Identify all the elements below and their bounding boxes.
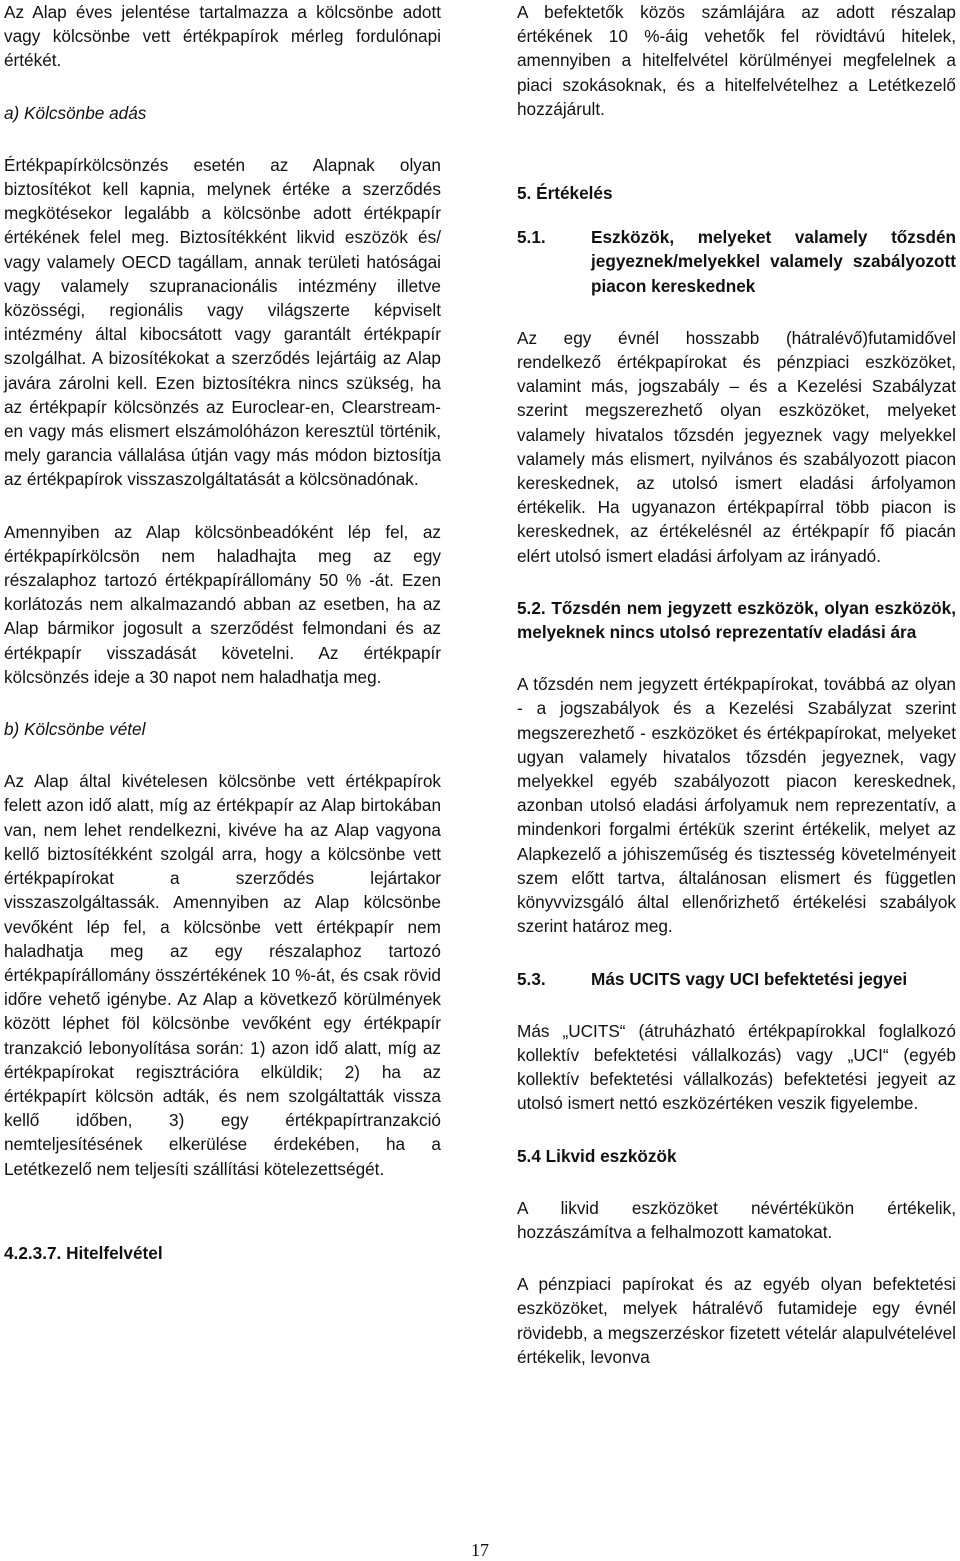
section-heading-51 — [517, 225, 956, 298]
section-heading-4237: 4.2.3.7. Hitelfelvétel — [4, 1242, 163, 1263]
paragraph-borrowing: Az Alap által kivételesen kölcsönbe vett értékpapírok felett azon idő alatt, míg az értékpapír az Alap birtokában van, nem lehet rendelkezni, kivéve ha az Alap vagyona kellő biztosítékként szolgál arra, hogy a kölcsönbe vett értékpapírokat a szerződés lejártakor visszaszolgáltassák. Amennyiben az Alap kölcsönbe vevőként lép fel, a kölcsönbe vett értékpapír nem haladhatja meg az egy részalaphoz tartozó értékpapírállomány összértékének 10 %-át, és csak rövid időre vehető igénybe. Az Alap a következő körülmények között léphet föl kölcsönbe vevőként egy értékpapír tranzakció lebonyolítása során: 1) azon idő alatt, míg az értékpapírokat regisztrációra elküldik; 2) ha az értékpapírt kölcsön adták, és nem szolgáltatták vissza kellő időben, 3) egy értékpapírtranzakció nemteljesítésének elkerülése érdekében, ha a Letétkezelő nem teljesíti szállítási kötelezettségét. — [4, 771, 441, 1179]
paragraph-lending-collateral: Értékpapírkölcsönzés esetén az Alapnak olyan biztosítékot kell kapnia, melynek értéke a szerződés megkötésekor legalább a kölcsönbe adott értékpapír értékének felel meg. Biztosítékként likvid eszözök és/ vagy valamely OECD tagállam, annak területi hatóságai vagy valamely szupranacionális intézmény illetve közösségi, regionális vagy világszerte képviselt intézmény által kibocsátott vagy garantált értékpapír szolgálhat. A bizosítékokat a szerződés lejártáig az Alap javára zárolni kell. Ezen biztosítékra nincs szükség, ha az értékpapír kölcsönzés az Euroclear-en, Clearstream-en vagy más elismert elszámolóházon keresztül történik, mely garancia vállalása útján vagy más módon biztosítja az értékpapírok visszaszolgáltatását a kölcsönadónak. — [4, 154, 441, 490]
section-title-51: Eszközök, melyeket valamely tőzsdén jegyeznek/melyekkel valamely szabályozott piacon kereskednek — [591, 227, 956, 296]
section-heading-52: 5.2. Tőzsdén nem jegyzett eszközök, olyan eszközök, melyeknek nincs utolsó reprezentatív eladási ára — [517, 597, 956, 643]
paragraph-54b: A pénzpiaci papírokat és az egyéb olyan befektetési eszközöket, melyek hátralévő futamideje egy évnél rövidebb, a megszerzéskor fizetett vételár alapulvételével értékelik, levonva — [517, 1274, 956, 1367]
paragraph-54a: A likvid eszközöket névértékükön értékelik, hozzászámítva a felhalmozott kamatokat. — [517, 1197, 956, 1242]
intro-paragraph: Az Alap éves jelentése tartalmazza a kölcsönbe adott vagy kölcsönbe vett értékpapírok mérleg fordulónapi értékét. — [4, 2, 441, 71]
left-column — [4, 0, 441, 1265]
section-heading-54: 5.4 Likvid eszközök — [517, 1145, 677, 1166]
section-number-51: 5.1. — [517, 227, 546, 248]
right-column — [517, 0, 956, 1369]
subheading-borrowing: b) Kölcsönbe vétel — [4, 719, 146, 740]
section-title-53: Más UCITS vagy UCI befektetési jegyei — [591, 968, 908, 989]
section-heading-53 — [517, 967, 956, 991]
subheading-lending: a) Kölcsönbe adás — [4, 102, 147, 123]
section-number-53: 5.3. — [517, 968, 546, 989]
paragraph-credit: A befektetők közös számlájára az adott részalap értékének 10 %-áig vehetők fel rövidtávú hitelek, amennyiben a hitelfelvétel körülményei megfelelnek a piaci szokásoknak, és a hitelfelvételhez a Letétkezelő hozzájárult. — [517, 2, 956, 119]
page-number: 17 — [471, 1540, 489, 1560]
section-heading-5: 5. Értékelés — [517, 183, 613, 204]
paragraph-52: A tőzsdén nem jegyzett értékpapírokat, továbbá az olyan - a jogszabályok és a Kezelési Szabályzat szerint megszerezhető - eszközöket és értékpapírokat, melyeket ugyan valamely hivatalos tőzsdén jegyeznek, vagy melyekkel egyéb szabályozott piacon kereskednek, azonban utolsó eladási árfolyamuk nem reprezentatív, a mindenkori forgalmi értékük szerint értékelik, melyet az Alapkezelő a jóhiszeműség és tisztesség követelményeit szem előtt tartva, általánosan elismert és független könyvvizsgáló által ellenőrizhető értékelési szabályok szerint határoz meg. — [517, 674, 956, 937]
paragraph-51: Az egy évnél hosszabb (hátralévő)futamidővel rendelkező értékpapírokat és pénzpiaci eszközöket, valamint más, jogszabály – és a Kezelési Szabályzat szerint megszerezhető olyan eszközöket, melyeket valamely hivatalos tőzsdén jegyeznek vagy melyekkel valamely más elismert, nyilvános és szabályozott piacon kereskednek, az utolsó ismert eladási árfolyamon értékelik. Ha ugyanazon értékpapírral több piacon is kereskednek, az értékelésnél az értékpapír fő piacán elért utolsó ismert eladási árfolyam az irányadó. — [517, 327, 956, 566]
paragraph-lending-limit: Amennyiben az Alap kölcsönbeadóként lép fel, az értékpapírkölcsön nem haladhajta meg az egy részalaphoz tartozó értékpapírállomány 50 % -át. Ezen korlátozás nem alkalmazandó abban az esetben, ha az Alap bármikor jogosult a szerződést felmondani és az értékpapír visszadását követelni. Az értékpapír kölcsönzés ideje a 30 napot nem haladhatja meg. — [4, 521, 441, 687]
paragraph-53: Más „UCITS“ (átruházható értékpapírokkal foglalkozó kollektív befektetési vállalkozás) vagy „UCI“ (egyéb kollektív befektetési vállalkozás) befektetési jegyeit az utolsó ismert nettó eszközértéken veszik figyelembe. — [517, 1020, 956, 1114]
